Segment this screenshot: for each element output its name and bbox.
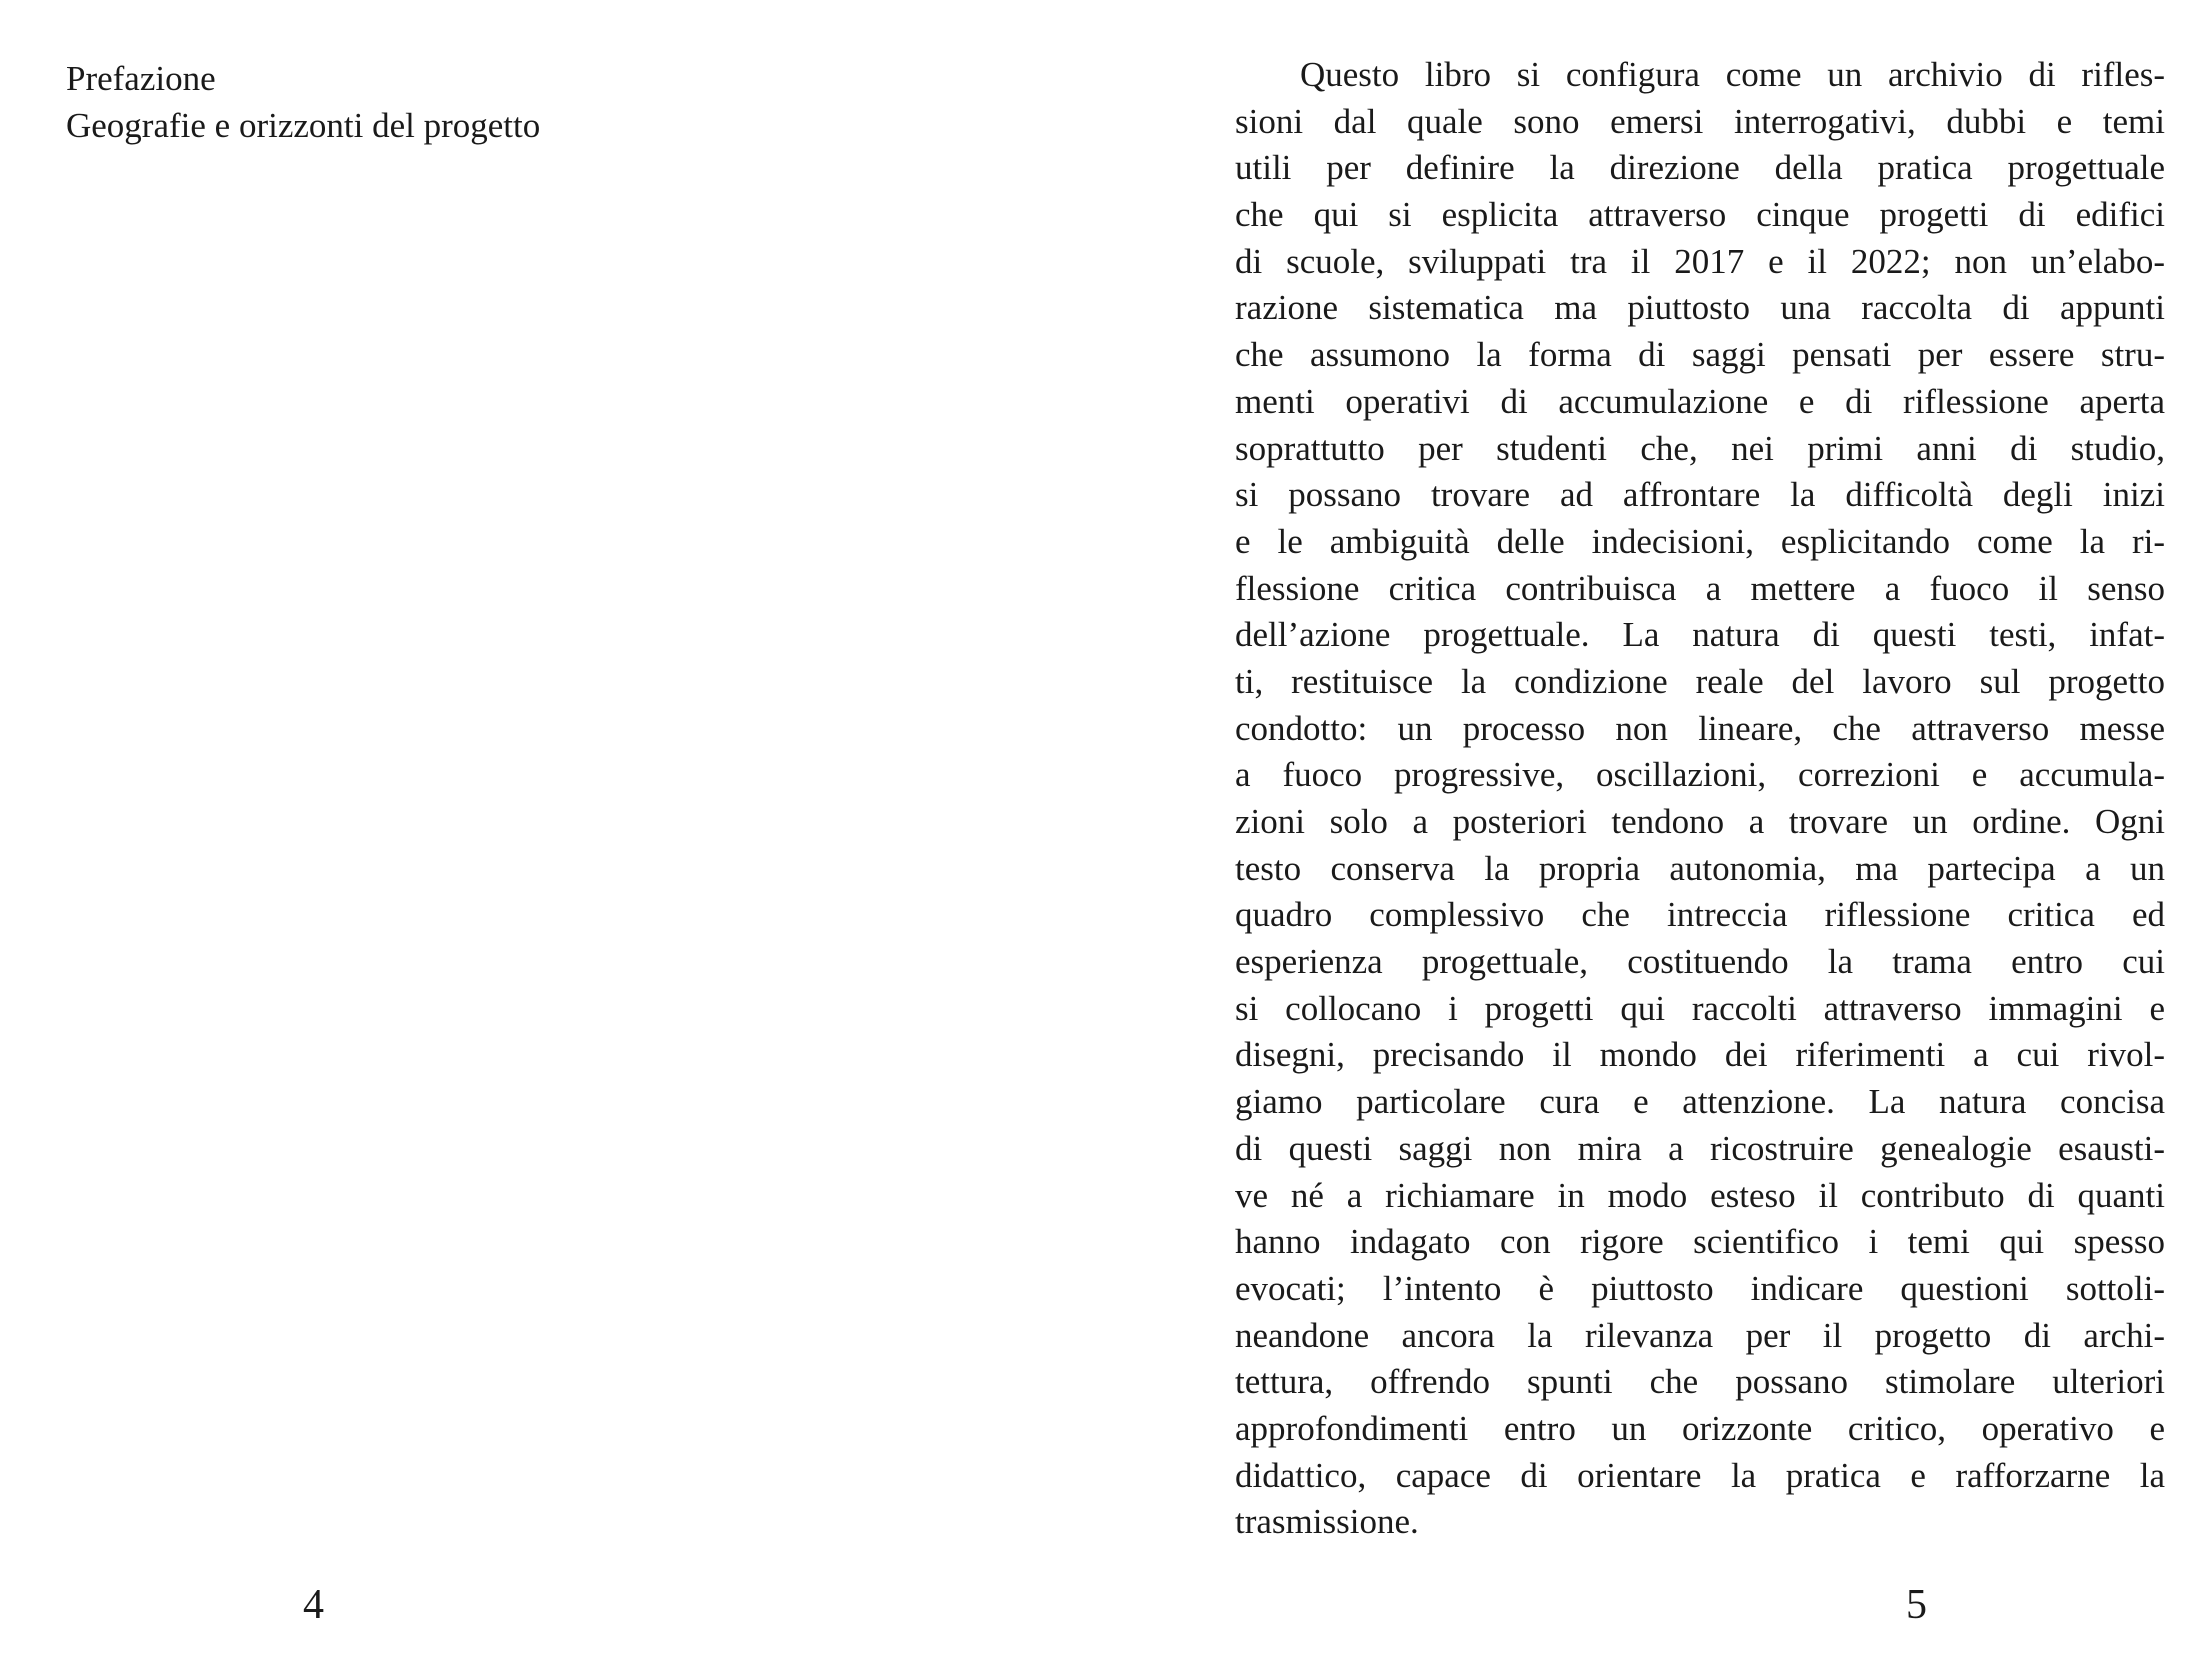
text-line: e le ambiguità delle indecisioni, esplicitando come la ri- <box>1235 521 2165 561</box>
text-line: sioni dal quale sono emersi interrogativi, dubbi e temi <box>1235 101 2165 141</box>
text-line: menti operativi di accumulazione e di riflessione aperta <box>1235 381 2165 421</box>
text-line: ti, restituisce la condizione reale del lavoro sul progetto <box>1235 661 2165 701</box>
text-line: trasmissione. <box>1235 1502 1419 1542</box>
text-line: evocati; l’intento è piuttosto indicare questioni sottoli- <box>1235 1268 2165 1308</box>
left-page <box>0 0 1102 1654</box>
text-line: utili per definire la direzione della pratica progettuale <box>1235 148 2165 188</box>
page-number-left: 4 <box>303 1582 324 1628</box>
text-line: flessione critica contribuisca a mettere a fuoco il senso <box>1235 568 2165 608</box>
text-line: soprattutto per studenti che, nei primi anni di studio, <box>1235 428 2165 468</box>
text-line: dell’azione progettuale. La natura di questi testi, infat- <box>1235 615 2165 655</box>
text-line: si possano trovare ad affrontare la difficoltà degli inizi <box>1235 475 2165 515</box>
text-line: didattico, capace di orientare la pratica e rafforzarne la <box>1235 1455 2165 1495</box>
text-line: giamo particolare cura e attenzione. La natura concisa <box>1235 1082 2165 1122</box>
right-page <box>1102 0 2205 1654</box>
chapter-heading <box>66 55 540 149</box>
text-line: testo conserva la propria autonomia, ma partecipa a un <box>1235 848 2165 888</box>
text-line: che qui si esplicita attraverso cinque progetti di edifici <box>1235 195 2165 235</box>
text-line: neandone ancora la rilevanza per il progetto di archi- <box>1235 1315 2165 1355</box>
text-line: approfondimenti entro un orizzonte critico, operativo e <box>1235 1408 2165 1448</box>
text-line: disegni, precisando il mondo dei riferimenti a cui rivol- <box>1235 1035 2165 1075</box>
preface-paragraph <box>1235 52 2165 1546</box>
text-line: esperienza progettuale, costituendo la trama entro cui <box>1235 942 2165 982</box>
text-line: si collocano i progetti qui raccolti attraverso immagini e <box>1235 988 2165 1028</box>
text-line: tettura, offrendo spunti che possano stimolare ulteriori <box>1235 1362 2165 1402</box>
text-line: di questi saggi non mira a ricostruire genealogie esausti- <box>1235 1128 2165 1168</box>
chapter-subtitle: Geografie e orizzonti del progetto <box>66 106 541 145</box>
text-line: a fuoco progressive, oscillazioni, correzioni e accumula- <box>1235 755 2165 795</box>
text-line: di scuole, sviluppati tra il 2017 e il 2022; non un’elabo- <box>1235 241 2165 281</box>
text-line: hanno indagato con rigore scientifico i temi qui spesso <box>1235 1222 2165 1262</box>
chapter-title: Prefazione <box>66 59 216 98</box>
text-line: Questo libro si configura come un archivio di rifles- <box>1300 55 2165 94</box>
text-line: che assumono la forma di saggi pensati per essere stru- <box>1235 335 2165 375</box>
text-line: quadro complessivo che intreccia riflessione critica ed <box>1235 895 2165 935</box>
text-line: ve né a richiamare in modo esteso il contributo di quanti <box>1235 1175 2165 1215</box>
page-number-right: 5 <box>1906 1582 1927 1628</box>
text-line: condotto: un processo non lineare, che attraverso messe <box>1235 708 2165 748</box>
text-line: razione sistematica ma piuttosto una raccolta di appunti <box>1235 288 2165 328</box>
text-line: zioni solo a posteriori tendono a trovare un ordine. Ogni <box>1235 802 2165 841</box>
